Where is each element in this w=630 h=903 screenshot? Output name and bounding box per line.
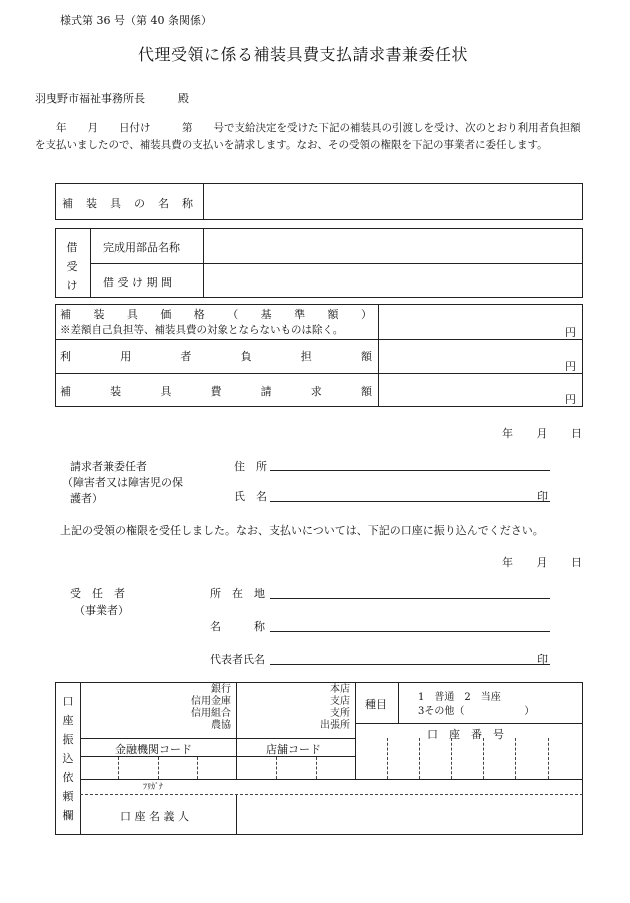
account-kind-line2[interactable]: 3その他（ ） <box>418 706 535 717</box>
delegate-name-label: 名 称 <box>210 620 265 633</box>
delegate-rep-field[interactable] <box>270 664 550 665</box>
parts-name-field[interactable] <box>205 229 581 262</box>
price-label: 補 装 具 価 格 （ 基 準 額 ） <box>60 308 372 321</box>
institution-types[interactable]: 銀行 信用金庫 信用組合 農協 <box>191 684 231 731</box>
rental-period-label: 借 受 け 期 間 <box>103 276 172 289</box>
acceptance-date[interactable]: 年 月 日 <box>502 556 582 569</box>
price-yen: 円 <box>565 326 576 339</box>
account-kind-line1[interactable]: 1 普通 2 当座 <box>418 692 501 703</box>
delegate-sublabel: （事業者） <box>74 604 129 617</box>
claimant-note-1: （障害者又は障害児の保 <box>62 476 183 489</box>
burden-yen: 円 <box>565 360 576 373</box>
account-holder-label: 口 座 名 義 人 <box>120 810 189 823</box>
addressee: 羽曳野市福祉事務所長 殿 <box>35 92 189 105</box>
burden-field[interactable] <box>380 341 560 372</box>
claimant-note-2: 護者） <box>70 492 103 505</box>
claimant-label: 請求者兼委任者 <box>70 460 147 473</box>
price-field[interactable] <box>380 305 560 338</box>
branch-types[interactable]: 本店 支店 支所 出張所 <box>320 684 350 731</box>
bank-code-label: 金融機関コード <box>115 743 192 756</box>
claim-yen: 円 <box>565 393 576 406</box>
form-number: 様式第 36 号（第 40 条関係） <box>60 14 212 27</box>
branch-code-label: 店舗コード <box>266 743 321 756</box>
claim-field[interactable] <box>380 375 560 406</box>
burden-label: 利 用 者 負 担 額 <box>60 350 372 363</box>
account-kind-label: 種目 <box>365 698 387 711</box>
claimant-name-field[interactable] <box>270 501 550 502</box>
claimant-address-field[interactable] <box>270 470 550 471</box>
price-note: ※差額自己負担等、補装具費の対象とならないものは除く。 <box>60 324 344 336</box>
delegate-location-field[interactable] <box>270 598 550 599</box>
bank-side-label: 口座振込依頼欄 <box>62 695 74 822</box>
claim-label: 補 装 具 費 請 求 額 <box>60 385 372 398</box>
claim-date[interactable]: 年 月 日 <box>502 427 582 440</box>
account-holder-field[interactable] <box>238 796 581 834</box>
page-title: 代理受領に係る補装具費支払請求書兼委任状 <box>138 45 469 64</box>
equipment-name-label: 補 装 具 の 名 称 <box>62 197 194 210</box>
claimant-address-label: 住 所 <box>234 460 267 473</box>
delegate-location-label: 所 在 地 <box>210 587 265 600</box>
parts-name-label: 完成用部品名称 <box>103 241 180 254</box>
equipment-name-field[interactable] <box>205 184 581 219</box>
furigana-label: ﾌﾘｶﾞﾅ <box>143 782 163 791</box>
delegate-seal: 印 <box>537 653 548 666</box>
acceptance-text: 上記の受領の権限を受任しました。なお、支払いについては、下記の口座に振り込んでください。 <box>60 524 544 537</box>
rental-side-label: 借受け <box>66 241 78 292</box>
account-number-label: 口 座 番 号 <box>427 728 504 741</box>
delegate-label: 受 任 者 <box>70 587 125 600</box>
delegate-rep-label: 代表者氏名 <box>210 653 265 666</box>
delegate-name-field[interactable] <box>270 631 550 632</box>
rental-period-field[interactable] <box>205 265 581 297</box>
claimant-name-label: 氏 名 <box>234 490 267 503</box>
claimant-seal: 印 <box>537 490 548 503</box>
intro-paragraph: 年 月 日付け 第 号で支給決定を受けた下記の補装具の引渡しを受け、次のとおり利用者負担額を支払いましたので、補装具費の支払いを請求します。なお、その受領の権限を下記の事業者に委任します。 <box>35 122 581 151</box>
